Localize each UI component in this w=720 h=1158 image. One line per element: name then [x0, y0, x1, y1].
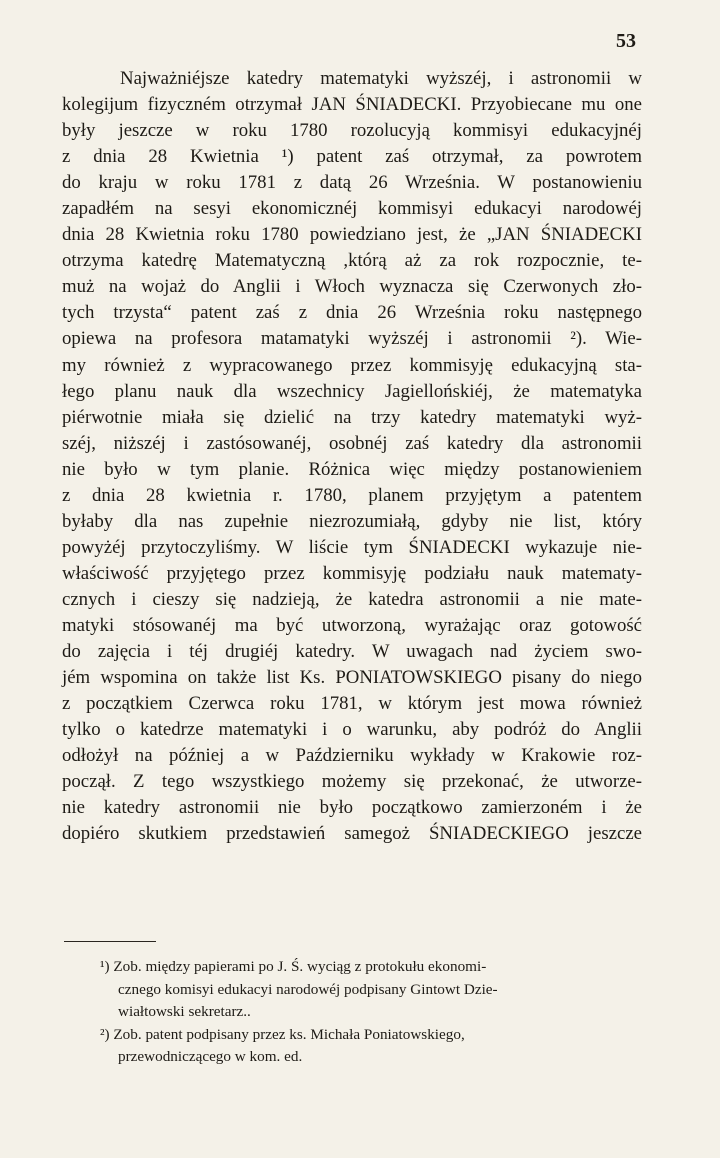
text-line: opiewa na profesora matamatyki wyższéj i astronomii ²). Wie-	[62, 328, 642, 350]
text-line: zapadłém na sesyi ekonomicznéj kommisyi edukacyi narodowéj	[62, 198, 642, 220]
text-line: byłaby dla nas zupełnie niezrozumiałą, gdyby nie list, który	[62, 510, 642, 532]
text-line: z dnia 28 kwietnia r. 1780, planem przyjętym a patentem	[62, 484, 642, 506]
text-line: széj, niższéj i zastósowanéj, osobnéj zaś katedry dla astronomii	[62, 432, 642, 454]
text-line: my również z wypracowanego przez kommisyję edukacyjną sta-	[62, 354, 642, 376]
text-line: odłożył na później a w Październiku wykłady w Krakowie roz-	[62, 745, 642, 767]
text-line: matyki stósowanéj ma być utworzoną, wyrażając oraz gotowość	[62, 614, 642, 636]
footnote-2-line: przewodniczącego w kom. ed.	[118, 1048, 303, 1065]
text-line: muż na wojaż do Anglii i Włoch wyznacza się Czerwonych zło-	[62, 276, 642, 298]
text-line: jém wspomina on także list Ks. PONIATOWSKIEGO pisany do niego	[62, 667, 642, 689]
body-text	[62, 66, 642, 847]
footnote-2-line: ²) Zob. patent podpisany przez ks. Michała Poniatowskiego,	[100, 1025, 465, 1043]
text-line: począł. Z tego wszystkiego możemy się przekonać, że utworze-	[62, 771, 642, 793]
text-line: tych trzysta“ patent zaś z dnia 26 Września roku następnego	[62, 302, 642, 324]
text-line: z dnia 28 Kwietnia ¹) patent zaś otrzymał, za powrotem	[62, 146, 642, 168]
footnote-1-line: cznego komisyi edukacyi narodowéj podpisany Gintowt Dzie-	[118, 980, 498, 998]
text-line: nie katedry astronomii nie było początkowo zamierzoném i że	[62, 797, 642, 819]
text-line: powyżéj przytoczyliśmy. W liście tym ŚNIADECKI wykazuje nie-	[62, 536, 642, 558]
footnotes	[100, 956, 642, 1069]
text-line: piérwotnie miała się dzielić na trzy katedry matematyki wyż-	[62, 406, 642, 428]
text-line: dnia 28 Kwietnia roku 1780 powiedziano jest, że „JAN ŚNIADECKI	[62, 224, 642, 246]
text-line: właściwość przyjętego przez kommisyję podziału nauk matematy-	[62, 562, 642, 584]
footnote-1-line: ¹) Zob. między papierami po J. Ś. wyciąg z protokułu ekonomi-	[100, 958, 487, 975]
footnote-1-line: wiałtowski sekretarz..	[118, 1003, 251, 1020]
text-line: do kraju w roku 1781 z datą 26 Września. W postanowieniu	[62, 172, 642, 194]
text-line: nie było w tym planie. Różnica więc między postanowieniem	[62, 458, 642, 480]
footnote-divider	[64, 941, 156, 942]
text-line: łego planu nauk dla wszechnicy Jagiellońskiéj, że matematyka	[62, 380, 642, 402]
text-line: były jeszcze w roku 1780 rozolucyją kommisyi edukacyjnéj	[62, 120, 642, 142]
text-line: dopiéro skutkiem przedstawień samegoż ŚNIADECKIEGO jeszcze	[62, 823, 642, 845]
text-line: cznych i cieszy się nadzieją, że katedra astronomii a nie mate-	[62, 588, 642, 610]
text-line: z początkiem Czerwca roku 1781, w którym jest mowa również	[62, 693, 642, 715]
page-number: 53	[616, 30, 636, 52]
text-line: kolegijum fizyczném otrzymał JAN ŚNIADECKI. Przyobiecane mu one	[62, 94, 642, 116]
text-line: otrzyma katedrę Matematyczną ,którą aż za rok rozpocznie, te-	[62, 250, 642, 272]
text-line: do zajęcia i téj drugiéj katedry. W uwagach nad życiem swo-	[62, 641, 642, 663]
text-line: tylko o katedrze matematyki i o warunku, aby podróż do Anglii	[62, 719, 642, 741]
text-line: Najważniéjsze katedry matematyki wyższéj, i astronomii w	[120, 68, 642, 89]
